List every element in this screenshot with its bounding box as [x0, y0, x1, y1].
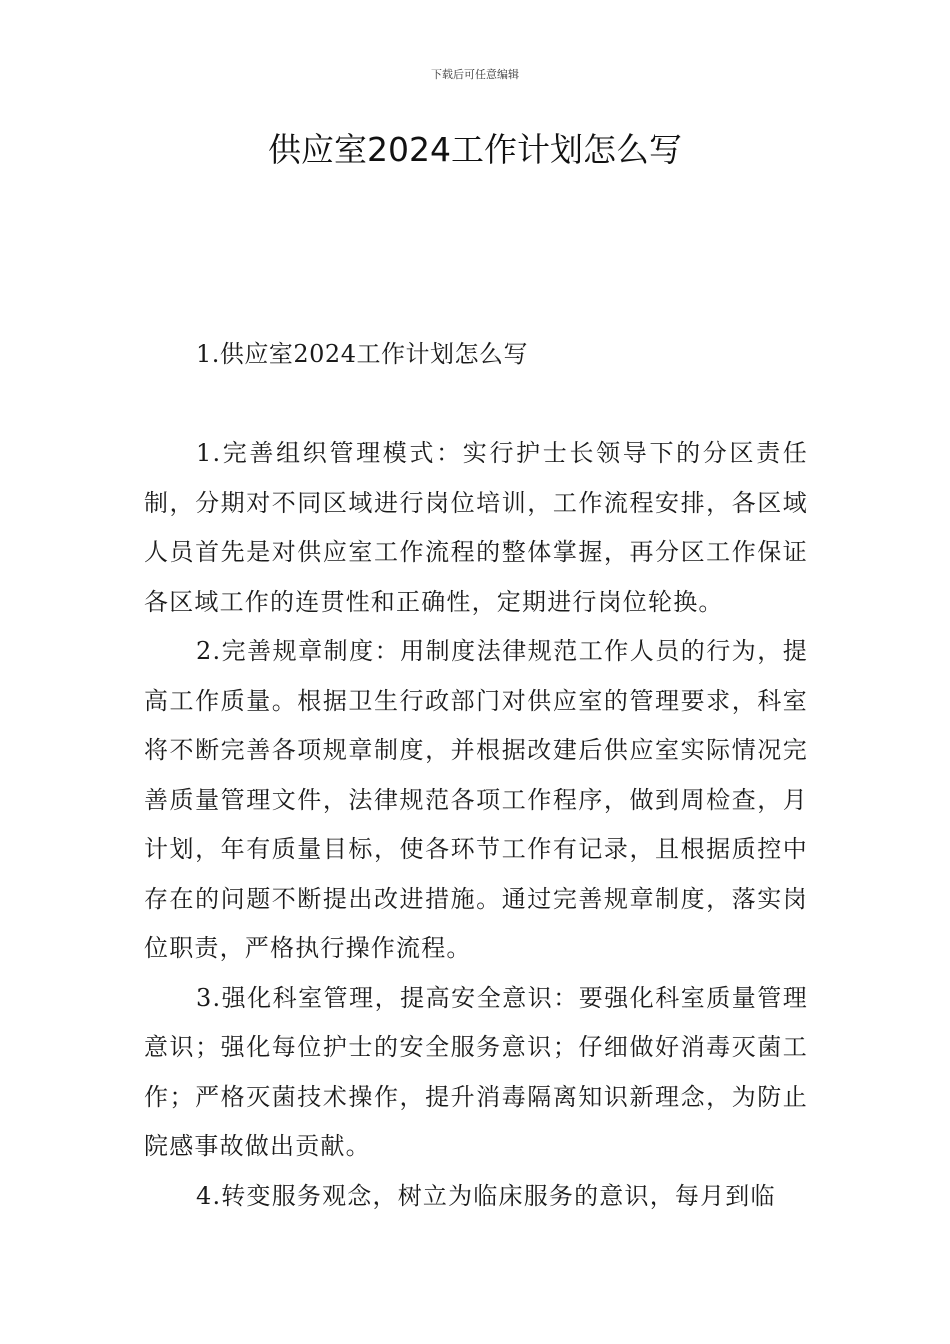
- page-header-note: 下载后可任意编辑: [431, 68, 519, 81]
- paragraph-3: 3.强化科室管理，提高安全意识：要强化科室质量管理意识；强化每位护士的安全服务意识；仔细做好消毒灭菌工作；严格灭菌技术操作，提升消毒隔离知识新理念，为防止院感事故做出贡献。: [144, 983, 808, 1160]
- section-heading: 1.供应室2024工作计划怎么写: [196, 340, 528, 368]
- paragraph-4: 4.转变服务观念，树立为临床服务的意识，每月到临: [196, 1181, 776, 1210]
- document-title: 供应室2024工作计划怎么写: [268, 130, 682, 169]
- paragraph-1: 1.完善组织管理模式：实行护士长领导下的分区责任制，分期对不同区域进行岗位培训，工作流程安排，各区域人员首先是对供应室工作流程的整体掌握，再分区工作保证各区域工作的连贯性和正确性，定期进行岗位轮换。: [144, 439, 808, 616]
- document-body: [144, 330, 808, 1221]
- paragraph-2: 2.完善规章制度：用制度法律规范工作人员的行为，提高工作质量。根据卫生行政部门对供应室的管理要求，科室将不断完善各项规章制度，并根据改建后供应室实际情况完善质量管理文件，法律规范各项工作程序，做到周检查，月计划，年有质量目标，使各环节工作有记录，且根据质控中存在的问题不断提出改进措施。通过完善规章制度，落实岗位职责，严格执行操作流程。: [144, 637, 808, 962]
